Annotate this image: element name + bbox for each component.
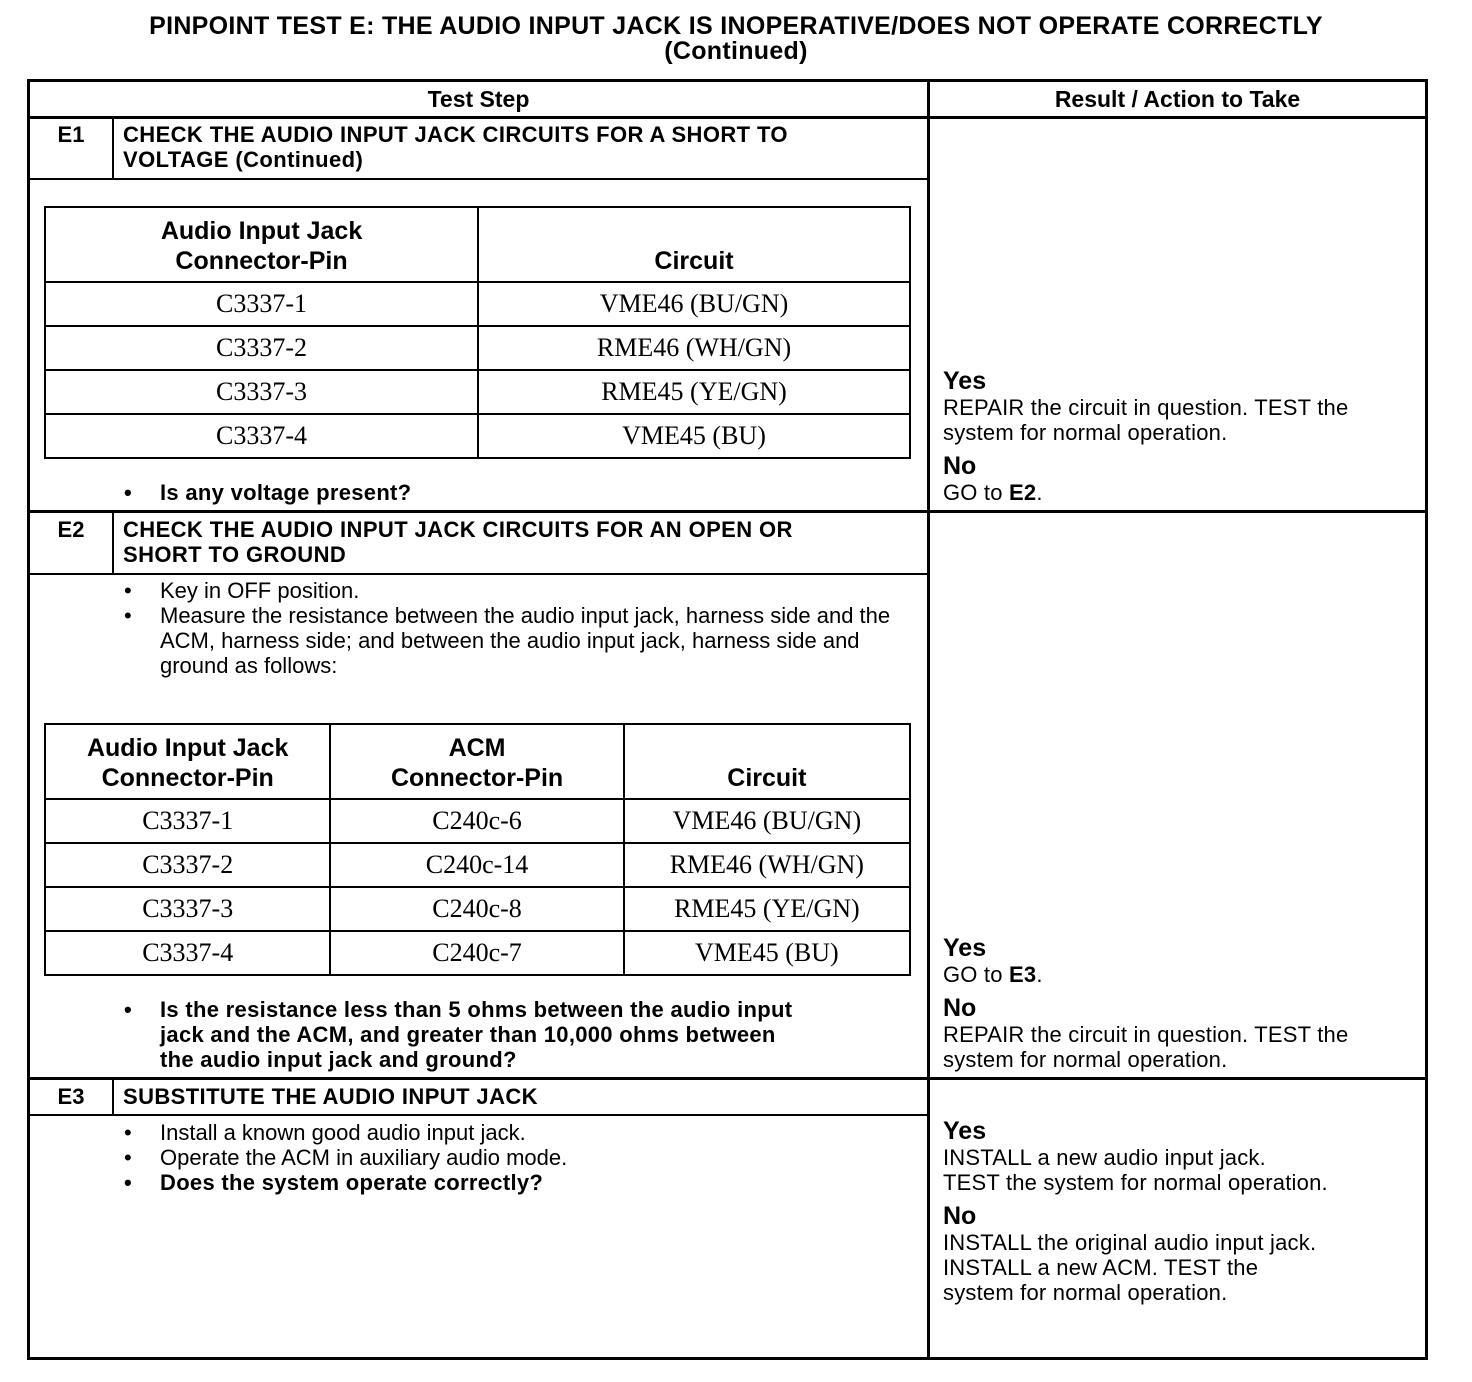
step-e3-instructions xyxy=(123,1120,913,1195)
pinpoint-test-table xyxy=(27,79,1428,1360)
table-cell: C240c-7 xyxy=(330,931,623,975)
table-cell: VME45 (BU) xyxy=(478,414,910,458)
action-text: . xyxy=(1036,962,1043,987)
question-text: • Does the system operate correctly? xyxy=(123,1170,913,1195)
table-cell: VME46 (BU/GN) xyxy=(624,799,910,843)
column-header-acm-pin xyxy=(330,724,623,799)
action-line: system for normal operation. xyxy=(943,1280,1228,1305)
spacer xyxy=(943,987,1423,995)
action-text: . xyxy=(1036,480,1043,505)
action-line: TEST the system for normal operation. xyxy=(943,1170,1328,1195)
table-row xyxy=(45,370,910,414)
table-row xyxy=(45,887,910,931)
header-result-action: Result / Action to Take xyxy=(1054,86,1301,112)
step-e2-question xyxy=(123,997,923,1072)
table-row xyxy=(45,799,910,843)
result-e2 xyxy=(943,935,1423,1072)
table-cell: C3337-3 xyxy=(45,370,478,414)
action-line: INSTALL a new ACM. TEST the xyxy=(943,1255,1259,1280)
yes-label: Yes xyxy=(943,367,987,395)
step-reference: E2 xyxy=(1009,480,1037,505)
result-e1 xyxy=(943,368,1423,505)
step-title-line: CHECK THE AUDIO INPUT JACK CIRCUITS FOR A SHORT TO xyxy=(123,122,788,147)
question-line: • Is the resistance less than 5 ohms between the audio input xyxy=(160,997,793,1022)
instruction-item: • Operate the ACM in auxiliary audio mode. xyxy=(123,1145,913,1170)
header-line: Connector-Pin xyxy=(101,764,274,792)
step-title-underline-e1 xyxy=(30,178,927,180)
instruction-item: • Install a known good audio input jack. xyxy=(123,1120,913,1145)
no-action xyxy=(943,1230,1423,1305)
table-row xyxy=(45,282,910,326)
no-action xyxy=(943,480,1423,505)
step-title-e3 xyxy=(123,1084,538,1109)
e2-pin-circuit-table xyxy=(44,723,911,976)
table-cell: C240c-14 xyxy=(330,843,623,887)
column-header-circuit xyxy=(624,724,910,799)
step-title-e1 xyxy=(123,122,788,172)
no-label: No xyxy=(943,994,977,1022)
yes-label: Yes xyxy=(943,934,987,962)
step-id-e3: E3 xyxy=(57,1084,85,1109)
column-divider xyxy=(927,82,930,1357)
no-label: No xyxy=(943,452,977,480)
action-line: system for normal operation. xyxy=(943,1047,1228,1072)
question-text: • Is any voltage present? xyxy=(123,480,923,505)
step-e2-instructions xyxy=(123,578,913,678)
action-line: REPAIR the circuit in question. TEST the xyxy=(943,395,1349,420)
step-reference: E3 xyxy=(1009,962,1037,987)
step-divider xyxy=(30,510,1425,513)
column-header-circuit xyxy=(478,207,910,282)
header-test-step: Test Step xyxy=(427,86,530,112)
header-line: Connector-Pin xyxy=(175,247,348,275)
step-id-divider-e3 xyxy=(112,1080,114,1115)
table-header-row xyxy=(45,724,910,799)
step-title-line: SHORT TO GROUND xyxy=(123,542,347,567)
yes-action xyxy=(943,395,1423,445)
page-title xyxy=(0,14,1472,64)
table-cell: C3337-3 xyxy=(45,887,330,931)
action-text: GO to xyxy=(943,480,1009,505)
step-title-e2 xyxy=(123,517,793,567)
question-line: the audio input jack and ground? xyxy=(160,1047,517,1072)
step-id-divider-e2 xyxy=(112,513,114,574)
step-id-e1: E1 xyxy=(57,122,85,147)
table-cell: C3337-4 xyxy=(45,414,478,458)
result-e3 xyxy=(943,1118,1423,1305)
table-row xyxy=(45,843,910,887)
yes-label: Yes xyxy=(943,1117,987,1145)
table-cell: C240c-6 xyxy=(330,799,623,843)
no-action xyxy=(943,1022,1423,1072)
action-line: INSTALL a new audio input jack. xyxy=(943,1145,1266,1170)
table-cell: C3337-4 xyxy=(45,931,330,975)
spacer xyxy=(943,1195,1423,1203)
step-title-line: SUBSTITUTE THE AUDIO INPUT JACK xyxy=(123,1084,538,1109)
table-cell: C3337-2 xyxy=(45,326,478,370)
table-row xyxy=(45,931,910,975)
step-e1-question xyxy=(123,480,923,505)
no-label: No xyxy=(943,1202,977,1230)
table-cell: RME45 (YE/GN) xyxy=(478,370,910,414)
question-line: jack and the ACM, and greater than 10,000 ohms between xyxy=(160,1022,776,1047)
column-header-connector-pin xyxy=(45,207,478,282)
header-line: Audio Input Jack xyxy=(160,217,363,245)
header-line: Circuit xyxy=(654,247,734,275)
action-line: system for normal operation. xyxy=(943,420,1228,445)
action-text: GO to xyxy=(943,962,1009,987)
step-divider xyxy=(30,1077,1425,1080)
table-cell: RME45 (YE/GN) xyxy=(624,887,910,931)
table-cell: RME46 (WH/GN) xyxy=(478,326,910,370)
step-title-line: CHECK THE AUDIO INPUT JACK CIRCUITS FOR AN OPEN OR xyxy=(123,517,793,542)
instruction-item: • Key in OFF position. xyxy=(123,578,913,603)
table-cell: C3337-1 xyxy=(45,799,330,843)
page-title-line-1: PINPOINT TEST E: THE AUDIO INPUT JACK IS INOPERATIVE/DOES NOT OPERATE CORRECTLY xyxy=(149,12,1323,40)
step-id-divider-e1 xyxy=(112,119,114,179)
header-line: Circuit xyxy=(727,764,807,792)
action-line: REPAIR the circuit in question. TEST the xyxy=(943,1022,1349,1047)
table-row xyxy=(45,326,910,370)
table-cell: C3337-1 xyxy=(45,282,478,326)
table-header-row xyxy=(45,207,910,282)
column-header-jack-pin xyxy=(45,724,330,799)
yes-action xyxy=(943,962,1423,987)
step-id-e2: E2 xyxy=(57,517,85,542)
spacer xyxy=(943,445,1423,453)
step-title-underline-e2 xyxy=(30,573,927,575)
step-title-underline-e3 xyxy=(30,1114,927,1116)
table-row xyxy=(45,414,910,458)
table-cell: C240c-8 xyxy=(330,887,623,931)
table-cell: C3337-2 xyxy=(45,843,330,887)
step-title-line: VOLTAGE (Continued) xyxy=(123,147,364,172)
yes-action xyxy=(943,1145,1423,1195)
table-cell: RME46 (WH/GN) xyxy=(624,843,910,887)
page-title-line-2: (Continued) xyxy=(664,37,808,65)
header-divider xyxy=(30,116,1425,119)
action-line: INSTALL the original audio input jack. xyxy=(943,1230,1317,1255)
question-text xyxy=(123,997,923,1072)
table-cell: VME45 (BU) xyxy=(624,931,910,975)
e1-pin-circuit-table xyxy=(44,206,911,459)
header-line: ACM xyxy=(448,734,506,762)
header-line: Audio Input Jack xyxy=(86,734,289,762)
table-cell: VME46 (BU/GN) xyxy=(478,282,910,326)
header-line: Connector-Pin xyxy=(390,764,564,792)
instruction-item: • Measure the resistance between the audio input jack, harness side and the ACM, harness side; and between the audio input jack, harness side and ground as follows: xyxy=(123,603,913,678)
